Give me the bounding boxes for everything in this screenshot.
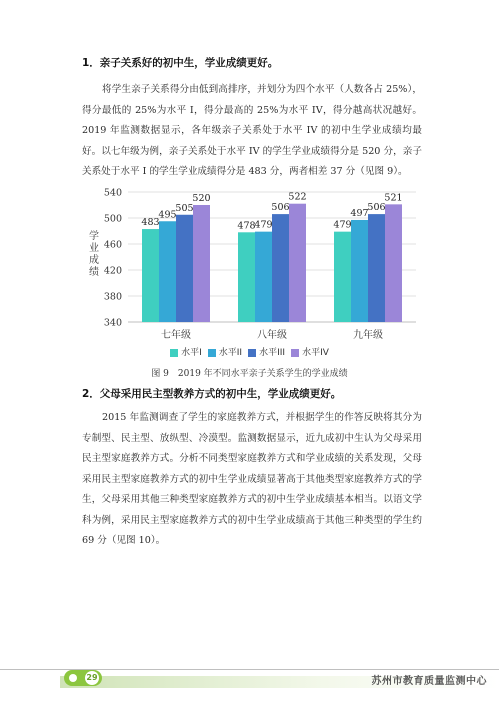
chart-legend <box>0 345 499 358</box>
bar <box>255 232 272 322</box>
bar <box>351 220 368 322</box>
section2-heading: 2．父母采用民主型教养方式的初中生，学业成绩更好。 <box>82 388 342 400</box>
y-tick-label: 420 <box>103 265 122 277</box>
page-badge-dot <box>69 674 77 682</box>
bar <box>368 214 385 322</box>
section1-paragraph <box>82 80 422 183</box>
bar-value-label: 522 <box>288 191 307 203</box>
legend-item <box>170 345 202 358</box>
bar <box>193 205 210 322</box>
legend-swatch <box>208 349 216 357</box>
legend-item <box>248 345 285 358</box>
bar-value-label: 479 <box>333 219 352 231</box>
bar-chart <box>80 182 420 360</box>
y-tick-label: 540 <box>103 187 122 199</box>
bar-value-label: 505 <box>175 202 194 214</box>
y-axis-label-char: 成 <box>89 255 99 266</box>
y-axis-label-char: 学 <box>89 231 99 242</box>
legend-swatch <box>170 349 178 357</box>
x-tick-label: 九年级 <box>353 330 383 341</box>
x-tick-label: 七年级 <box>161 330 191 341</box>
section1-heading: 1．亲子关系好的初中生，学业成绩更好。 <box>82 57 279 69</box>
footer-organization: 苏州市教育质量监测中心 <box>371 676 487 687</box>
y-axis-label-char: 绩 <box>89 267 99 278</box>
bar-value-label: 479 <box>254 219 273 231</box>
bar <box>142 229 159 322</box>
section2-paragraph <box>82 408 422 552</box>
y-tick-label: 380 <box>103 291 122 303</box>
bar <box>272 214 289 322</box>
bar-value-label: 521 <box>384 192 403 204</box>
bar <box>159 221 176 322</box>
legend-item <box>291 345 329 358</box>
bar-value-label: 495 <box>158 209 177 221</box>
y-axis-label <box>89 229 99 278</box>
bar <box>334 232 351 322</box>
y-axis-label-char: 业 <box>89 243 99 254</box>
legend-label: 水平II <box>218 348 243 358</box>
bar-value-label: 506 <box>271 202 290 214</box>
bar-chart-svg <box>80 182 420 360</box>
bar <box>238 232 255 322</box>
section1-text: 将学生亲子关系得分由低到高排序，并划分为四个水平（人数各占 25%），得分最低的 25%为水平 I，得分最高的 25%为水平 IV，得分越高状况越好。2019 年监测数据显示，各年级亲子关系处于水平 IV 的初中生学业成绩均最好。以七年级为例，亲子关系处于水平 IV 的学生学业成绩得分是 520 分，亲子关系处于水平 I 的学生学业成绩得分是 483 分，两者相差 37 分（见图 9）。 <box>82 84 422 177</box>
x-tick-label: 八年级 <box>257 330 287 341</box>
legend-swatch <box>248 349 256 357</box>
bar-value-label: 497 <box>350 207 369 219</box>
bar-value-label: 478 <box>237 220 256 232</box>
bar <box>385 204 402 322</box>
y-tick-label: 340 <box>103 317 122 329</box>
bar-value-label: 520 <box>192 193 211 204</box>
y-tick-label: 500 <box>103 213 122 225</box>
legend-swatch <box>291 349 299 357</box>
legend-label: 水平IV <box>302 348 329 358</box>
legend-label: 水平III <box>259 348 286 358</box>
bar-value-label: 483 <box>141 217 160 229</box>
bar-value-label: 506 <box>367 202 386 214</box>
legend-label: 水平I <box>181 348 202 358</box>
figure-caption: 图 9 2019 年不同水平亲子关系学生的学业成绩 <box>151 369 348 379</box>
bar <box>289 204 306 322</box>
y-tick-label: 460 <box>103 239 122 251</box>
legend-item <box>208 345 242 358</box>
bar <box>176 215 193 322</box>
section2-text: 2015 年监测调查了学生的家庭教养方式，并根据学生的作答反映将其分为专制型、民主型、放纵型、冷漠型。监测数据显示，近九成初中生认为父母采用民主型家庭教养方式。分析不同类型家庭教养方式和学业成绩的关系发现，父母采用民主型家庭教养方式的初中生学业成绩显著高于其他类型家庭教养方式的学生，父母采用其他三种类型家庭教养方式的初中生学业成绩基本相当。以语文学科为例，采用民主型家庭教养方式的初中生学业成绩高于其他三种类型的学生约 69 分（见图 10）。 <box>82 412 422 546</box>
page-number: 29 <box>85 671 99 685</box>
